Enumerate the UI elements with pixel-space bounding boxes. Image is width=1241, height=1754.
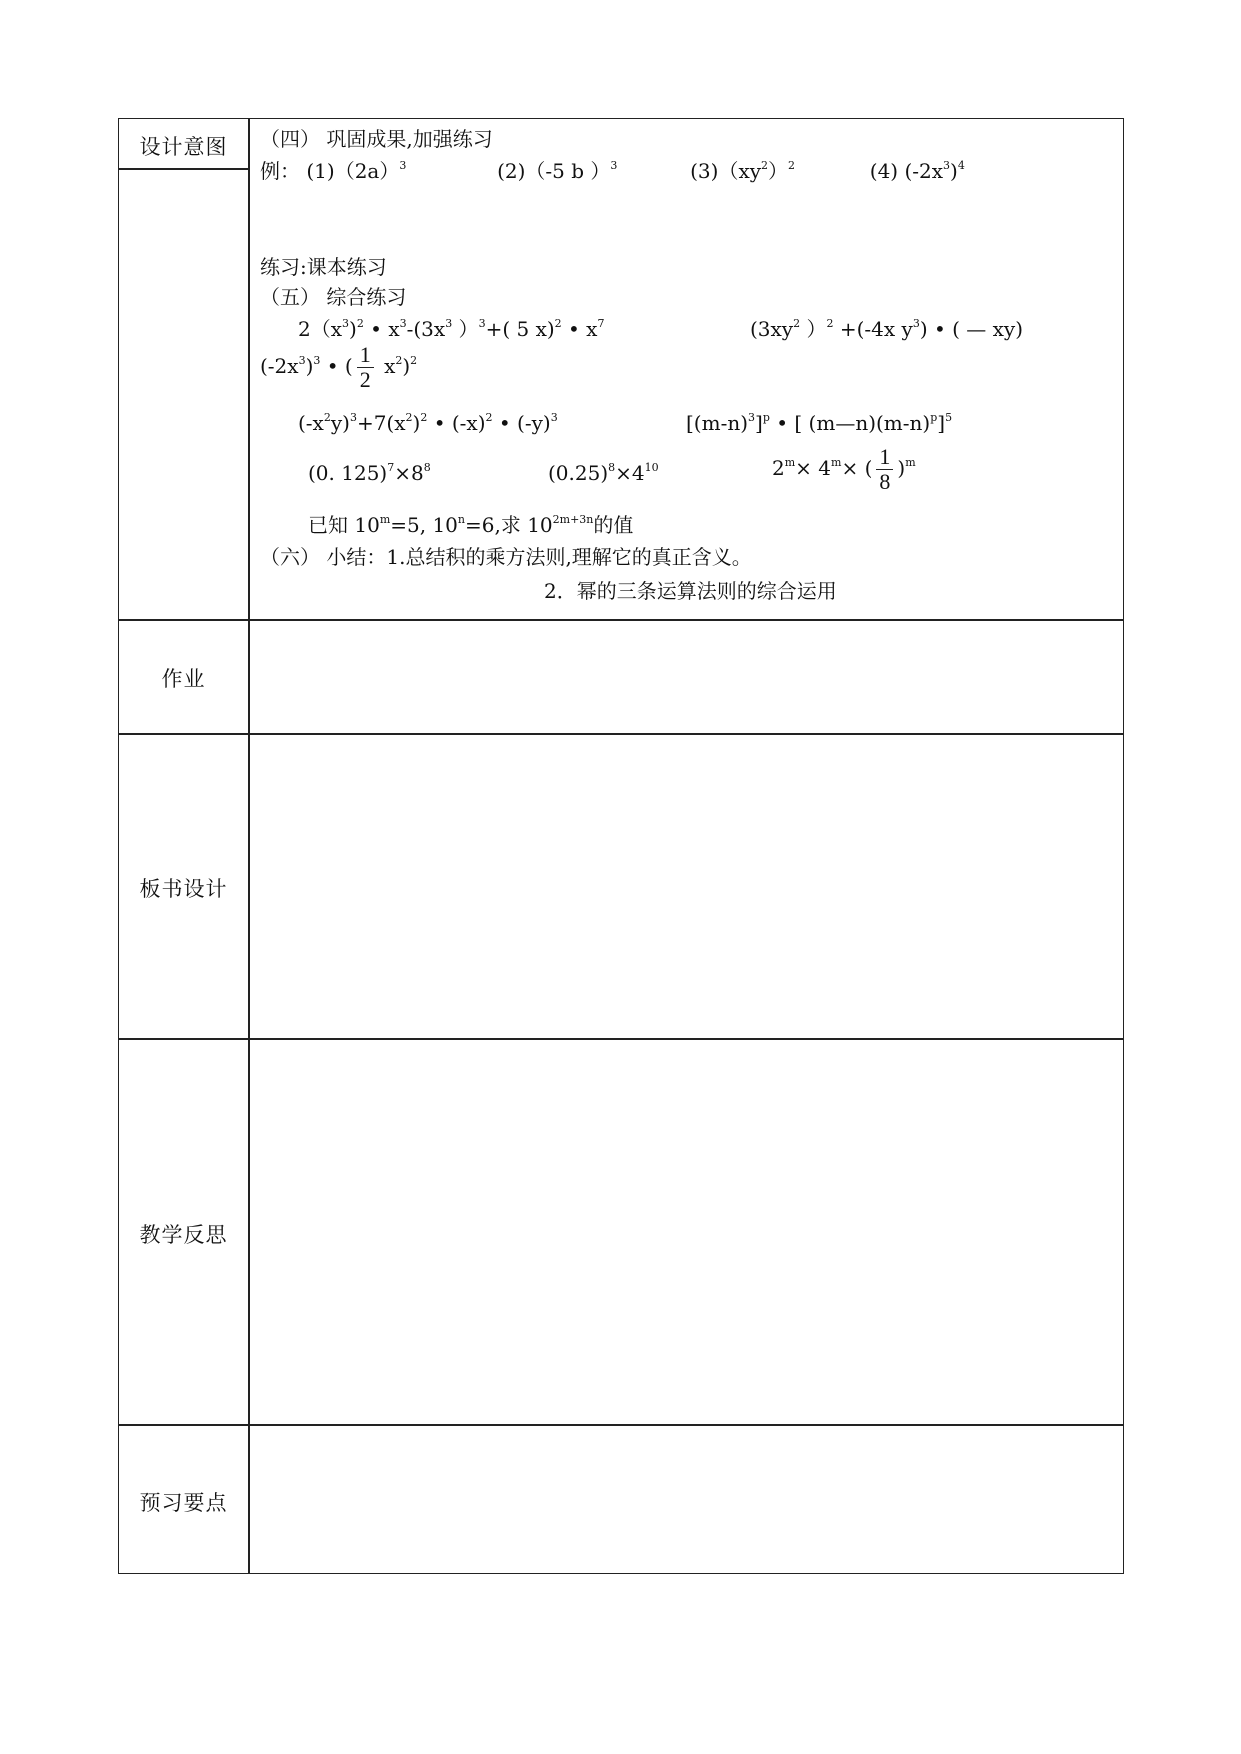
row-divider	[119, 1038, 1123, 1040]
example-3: $(3)(xy^2)^2$	[690, 159, 796, 183]
section-4-title: （四） 巩固成果,加强练习	[260, 127, 493, 151]
label-preview-points: 预习要点	[139, 1491, 228, 1515]
exercise-line-1: $2(x^3)^2$ • $x^3-(3x^3$ ）$^3$+( 5 x)$^2$ • $x^7$	[298, 317, 605, 341]
label-board-design: 板书设计	[139, 877, 228, 901]
example-4: (4) $(-2x^3)^4$	[869, 159, 965, 183]
row-divider	[119, 619, 1123, 621]
example-2: (2)（-5 b ）$^3$	[497, 159, 618, 183]
exercise-line-5: $[(m-n)^3]^p$ • [ $(m—n)(m-n)^p]^5$	[686, 411, 953, 435]
summary-line-1: （六） 小结：1.总结积的乘方法则,理解它的真正含义。	[260, 545, 752, 569]
row-divider	[119, 168, 248, 170]
practice-text: 练习:课本练习	[260, 255, 387, 279]
exercise-line-3: $(-2x^3)^3$ • ( $\frac{1}{2}$ $x^2)^2$	[260, 342, 418, 393]
fraction-one-eighth: $\frac{1}{8}$	[876, 445, 893, 494]
content-cell	[250, 119, 1123, 619]
summary-line-2: 2．幂的三条运算法则的综合运用	[544, 579, 837, 603]
row-divider	[119, 1424, 1123, 1426]
section-5-title: （五） 综合练习	[260, 285, 407, 309]
exercise-line-8: $2^m\times 4^m\times$ ( $\frac{1}{8}$ )$^m$	[772, 444, 916, 495]
row-divider	[119, 733, 1123, 735]
exercise-line-4: $(-x^2y)^3+7(x^2)^2$ • $(-x)^2$ • $(-y)^3$	[298, 411, 558, 435]
label-homework: 作业	[161, 667, 206, 691]
label-teaching-reflection: 教学反思	[139, 1223, 228, 1247]
label-design-intent: 设计意图	[139, 135, 228, 159]
exercise-line-7: $(0.25)^8\times 4^{10}$	[548, 461, 659, 485]
example-label: 例：	[260, 159, 300, 183]
exercise-line-2: ($3xy^2$ ）$^2$ +(-4x $y^3$) • ( — xy)	[750, 317, 1024, 341]
example-line	[260, 155, 965, 184]
lesson-plan-table	[118, 118, 1124, 1574]
example-1: $(1)(2a)^3$	[306, 159, 407, 183]
known-condition: 已知 $10^m=5$, $10^n=6$,求 $10^{2m+3n}$的值	[308, 513, 634, 537]
fraction-one-half: $\frac{1}{2}$	[357, 343, 374, 392]
exercise-line-6: (0. $125)^7\times 8^8$	[308, 461, 431, 485]
